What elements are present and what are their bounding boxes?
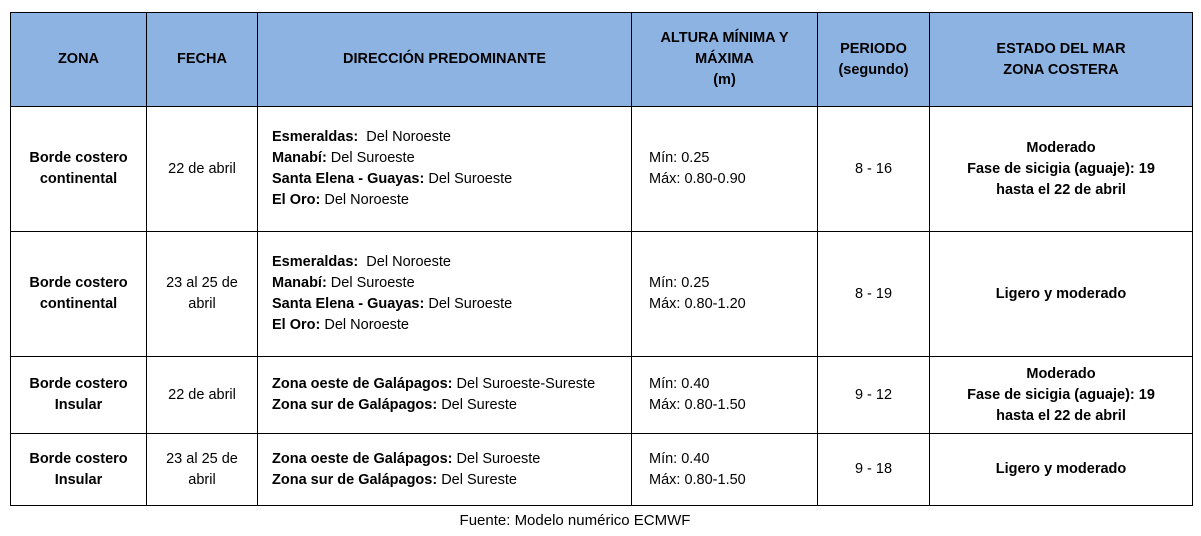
source-caption: Fuente: Modelo numérico ECMWF — [459, 512, 691, 529]
cell-estado: Ligero y moderado — [930, 434, 1193, 506]
header-fecha: FECHA — [147, 13, 258, 107]
sea-state-forecast-table — [10, 12, 1193, 506]
cell-altura: Mín: 0.40 Máx: 0.80-1.50 — [632, 434, 818, 506]
table-row — [11, 232, 1193, 357]
header-zona: ZONA — [11, 13, 147, 107]
cell-fecha: 22 de abril — [147, 357, 258, 434]
header-row — [11, 13, 1193, 107]
cell-direccion: Zona oeste de Galápagos: Del Suroeste-Sureste Zona sur de Galápagos: Del Sureste — [258, 357, 632, 434]
cell-fecha: 23 al 25 de abril — [147, 232, 258, 357]
header-altura: ALTURA MÍNIMA Y MÁXIMA (m) — [632, 13, 818, 107]
table-row — [11, 107, 1193, 232]
cell-altura: Mín: 0.40 Máx: 0.80-1.50 — [632, 357, 818, 434]
cell-direccion: Zona oeste de Galápagos: Del Suroeste Zona sur de Galápagos: Del Sureste — [258, 434, 632, 506]
cell-zona: Borde costero continental — [11, 107, 147, 232]
cell-zona: Borde costero continental — [11, 232, 147, 357]
cell-periodo: 8 - 19 — [818, 232, 930, 357]
cell-altura: Mín: 0.25 Máx: 0.80-1.20 — [632, 232, 818, 357]
header-estado: ESTADO DEL MAR ZONA COSTERA — [930, 13, 1193, 107]
table-row — [11, 434, 1193, 506]
forecast-table-wrapper — [10, 12, 1192, 506]
cell-zona: Borde costero Insular — [11, 434, 147, 506]
header-periodo: PERIODO (segundo) — [818, 13, 930, 107]
cell-zona: Borde costero Insular — [11, 357, 147, 434]
cell-estado: Moderado Fase de sicigia (aguaje): 19 hasta el 22 de abril — [930, 357, 1193, 434]
header-direccion: DIRECCIÓN PREDOMINANTE — [258, 13, 632, 107]
cell-direccion: Esmeraldas: Del Noroeste Manabí: Del Suroeste Santa Elena - Guayas: Del Suroeste El Oro: Del Noroeste — [258, 107, 632, 232]
cell-direccion: Esmeraldas: Del Noroeste Manabí: Del Suroeste Santa Elena - Guayas: Del Suroeste El Oro: Del Noroeste — [258, 232, 632, 357]
cell-estado: Ligero y moderado — [930, 232, 1193, 357]
cell-fecha: 23 al 25 de abril — [147, 434, 258, 506]
table-row — [11, 357, 1193, 434]
cell-periodo: 8 - 16 — [818, 107, 930, 232]
cell-periodo: 9 - 18 — [818, 434, 930, 506]
cell-fecha: 22 de abril — [147, 107, 258, 232]
cell-periodo: 9 - 12 — [818, 357, 930, 434]
cell-estado: Moderado Fase de sicigia (aguaje): 19 hasta el 22 de abril — [930, 107, 1193, 232]
cell-altura: Mín: 0.25 Máx: 0.80-0.90 — [632, 107, 818, 232]
